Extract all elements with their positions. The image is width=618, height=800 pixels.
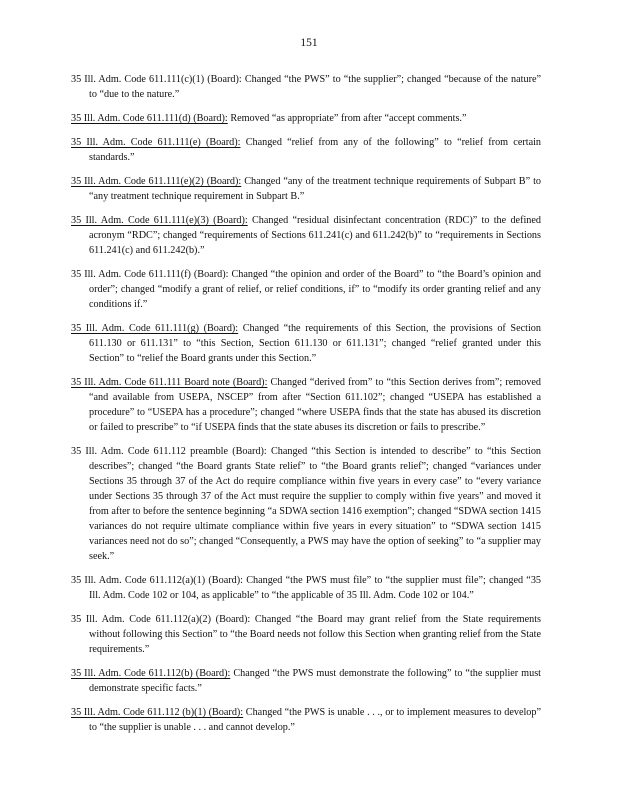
entry-citation: 35 Ill. Adm. Code 611.112 (b)(1) (Board): [71,707,244,718]
entry-description: Changed “the PWS must file” to “the supplier must file”; changed “35 Ill. Adm. Code 102 or 104, as applicable” to “the applicable of 35 Ill. Adm. Code 102 or 104.” [89,575,542,601]
amendment-entry [71,573,541,603]
entry-citation: 35 Ill. Adm. Code 611.111(c)(1) (Board): [71,74,242,85]
entry-citation: 35 Ill. Adm. Code 611.111 Board note (Board): [71,377,268,388]
entry-citation: 35 Ill. Adm. Code 611.112 preamble (Board): [71,446,267,457]
page-number: 151 [300,37,318,49]
amendment-list [71,72,541,744]
entry-citation: 35 Ill. Adm. Code 611.111(f) (Board): [71,269,229,280]
amendment-entry [71,135,541,165]
entry-description: Changed “residual disinfectant concentration (RDC)” to the defined acronym “RDC”; changed “requirements of Sections 611.241(c) and 611.242(b)” to “requirements in Sections 611.241(c) and 611.242(b).” [89,215,541,256]
entry-description: Removed “as appropriate” from after “accept comments.” [230,113,467,124]
entry-description: Changed “the PWS must demonstrate the following” to “the supplier must demonstrate specific facts.” [89,668,541,694]
entry-citation: 35 Ill. Adm. Code 611.111(e)(2) (Board): [71,176,242,187]
entry-description: Changed “relief from any of the following” to “relief from certain standards.” [89,137,542,163]
amendment-entry [71,375,541,435]
entry-citation: 35 Ill. Adm. Code 611.111(d) (Board): [71,113,228,124]
entry-citation: 35 Ill. Adm. Code 611.112(a)(2) (Board): [71,614,251,625]
entry-description: Changed “the PWS” to “the supplier”; changed “because of the nature” to “due to the nature.” [89,74,542,100]
entry-description: Changed “any of the treatment technique requirements of Subpart B” to “any treatment technique requirement in Subpart B.” [89,176,542,202]
amendment-entry [71,444,541,564]
amendment-entry [71,321,541,366]
entry-description: Changed “the requirements of this Section, the provisions of Section 611.130 or 611.131” to “this Section, Section 611.130 or 611.131”; changed “relief granted under this Section” to “relief the Board grants under this Section.” [89,323,541,364]
entry-description: Changed “derived from” to “this Section derives from”; removed “and available from USEPA, NSCEP” from after “Section 611.102”; changed “USEPA has established a procedure” to “USEPA has a procedure”; changed “where USEPA finds that the state has abused its discretion or failed to prescribe” to “if USEPA finds that the state abuses its discretion or fails to prescribe.” [89,377,542,433]
amendment-entry [71,612,541,657]
amendment-entry [71,111,541,126]
entry-citation: 35 Ill. Adm. Code 611.111(e) (Board): [71,137,241,148]
entry-description: Changed “this Section is intended to describe” to “this Section describes”; changed “the Board grants State relief” to “the Board grants relief”; changed “variances under Sections 35 through 37 of the Act do require compliance within five years in every case” to “every variance under Sections 35 through 37 of the Act must require the supplier to comply within five years” and moved it from after to before the sentence beginning “a SDWA section 1416 exemption”; changed “SDWA section 1415 variances do not require ultimate compliance within five years in every situation” to “SDWA section 1415 variances need not do so”; changed “Consequently, a PWS may have the option of seeking” to “a supplier may seek.” [89,446,542,562]
entry-citation: 35 Ill. Adm. Code 611.111(e)(3) (Board): [71,215,248,226]
entry-citation: 35 Ill. Adm. Code 611.111(g) (Board): [71,323,239,334]
amendment-entry [71,213,541,258]
entry-description: Changed “the Board may grant relief from the State requirements without following this Section” to “the Board needs not follow this Section when granting relief from the State requirements.” [89,614,542,655]
entry-citation: 35 Ill. Adm. Code 611.112(a)(1) (Board): [71,575,243,586]
entry-description: Changed “the opinion and order of the Board” to “the Board’s opinion and order”; changed “modify a grant of relief, or relief conditions, if” to “modify its order granting relief and any conditions if.” [89,269,541,310]
entry-description: Changed “the PWS is unable . . ., or to implement measures to develop” to “the supplier is unable . . . and cannot develop.” [89,707,542,733]
amendment-entry [71,705,541,735]
entry-citation: 35 Ill. Adm. Code 611.112(b) (Board): [71,668,231,679]
amendment-entry [71,267,541,312]
amendment-entry [71,72,541,102]
amendment-entry [71,174,541,204]
amendment-entry [71,666,541,696]
